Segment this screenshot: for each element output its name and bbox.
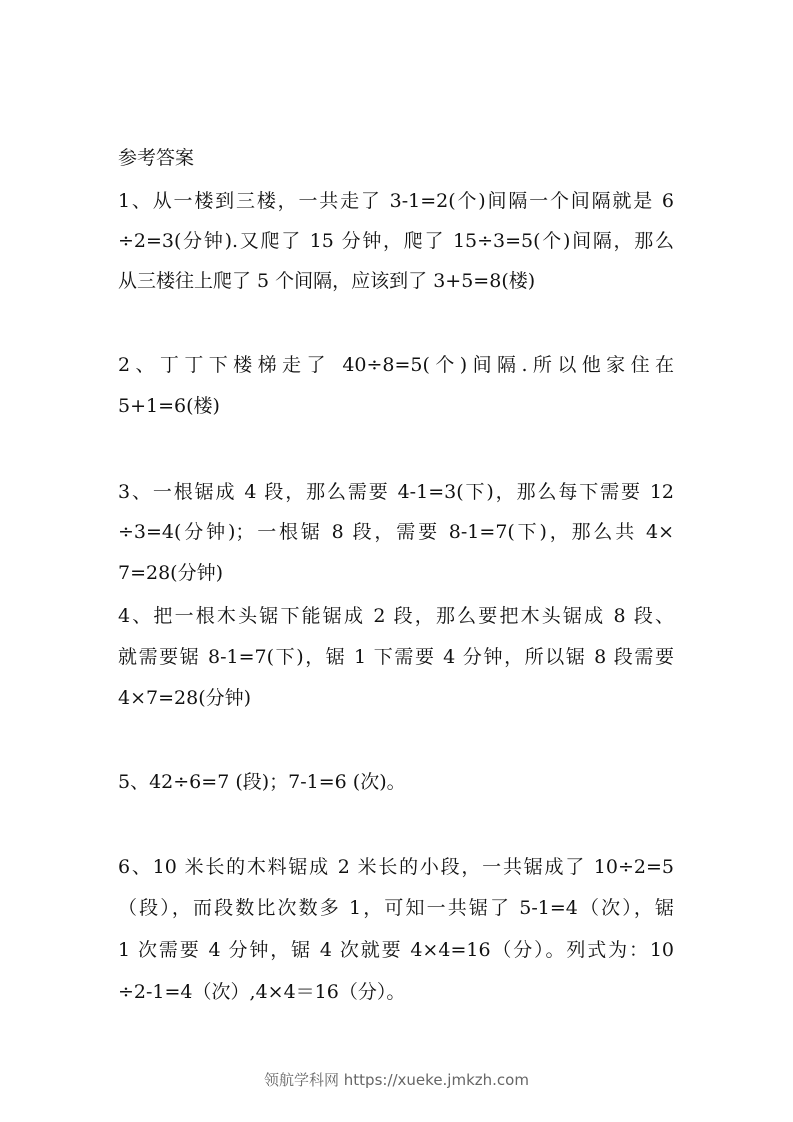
- answer-line: 从三楼往上爬了 5 个间隔，应该到了 3+5=8(楼): [118, 270, 536, 292]
- answer-line: 1 次需要 4 分钟，锯 4 次就要 4×4=16（分）。列式为：10: [118, 939, 674, 961]
- answer-line: 6、10 米长的木料锯成 2 米长的小段，一共锯成了 10÷2=5: [118, 856, 674, 878]
- answer-line: （段），而段数比次数多 1，可知一共锯了 5-1=4（次），锯: [118, 897, 674, 919]
- answer-line: 3、一根锯成 4 段，那么需要 4-1=3(下)，那么每下需要 12: [118, 481, 674, 503]
- answer-line: 1、从一楼到三楼，一共走了 3-1=2(个)间隔一个间隔就是 6: [118, 190, 674, 212]
- answer-line: 7=28(分钟): [118, 562, 224, 584]
- answer-line: 2、丁丁下楼梯走了 40÷8=5(个)间隔.所以他家住在: [118, 354, 674, 376]
- answer-line: 5+1=6(楼): [118, 395, 220, 417]
- answer-line: 4×7=28(分钟): [118, 687, 252, 709]
- answer-line: ÷3=4(分钟)；一根锯 8 段，需要 8-1=7(下)，那么共 4×: [118, 521, 674, 543]
- answer-line: ÷2=3(分钟).又爬了 15 分钟，爬了 15÷3=5(个)间隔，那么: [118, 230, 674, 252]
- answer-line: ÷2-1=4（次）,4×4＝16（分）。: [118, 981, 406, 1003]
- section-title: 参考答案: [118, 147, 195, 169]
- footer-watermark: 领航学科网 https://xueke.jmkzh.com: [264, 1071, 529, 1089]
- answer-line: 5、42÷6=7 (段)；7-1=6 (次)。: [118, 771, 406, 793]
- answer-line: 就需要锯 8-1=7(下)，锯 1 下需要 4 分钟，所以锯 8 段需要: [118, 646, 674, 668]
- answer-line: 4、把一根木头锯下能锯成 2 段，那么要把木头锯成 8 段、: [118, 605, 674, 627]
